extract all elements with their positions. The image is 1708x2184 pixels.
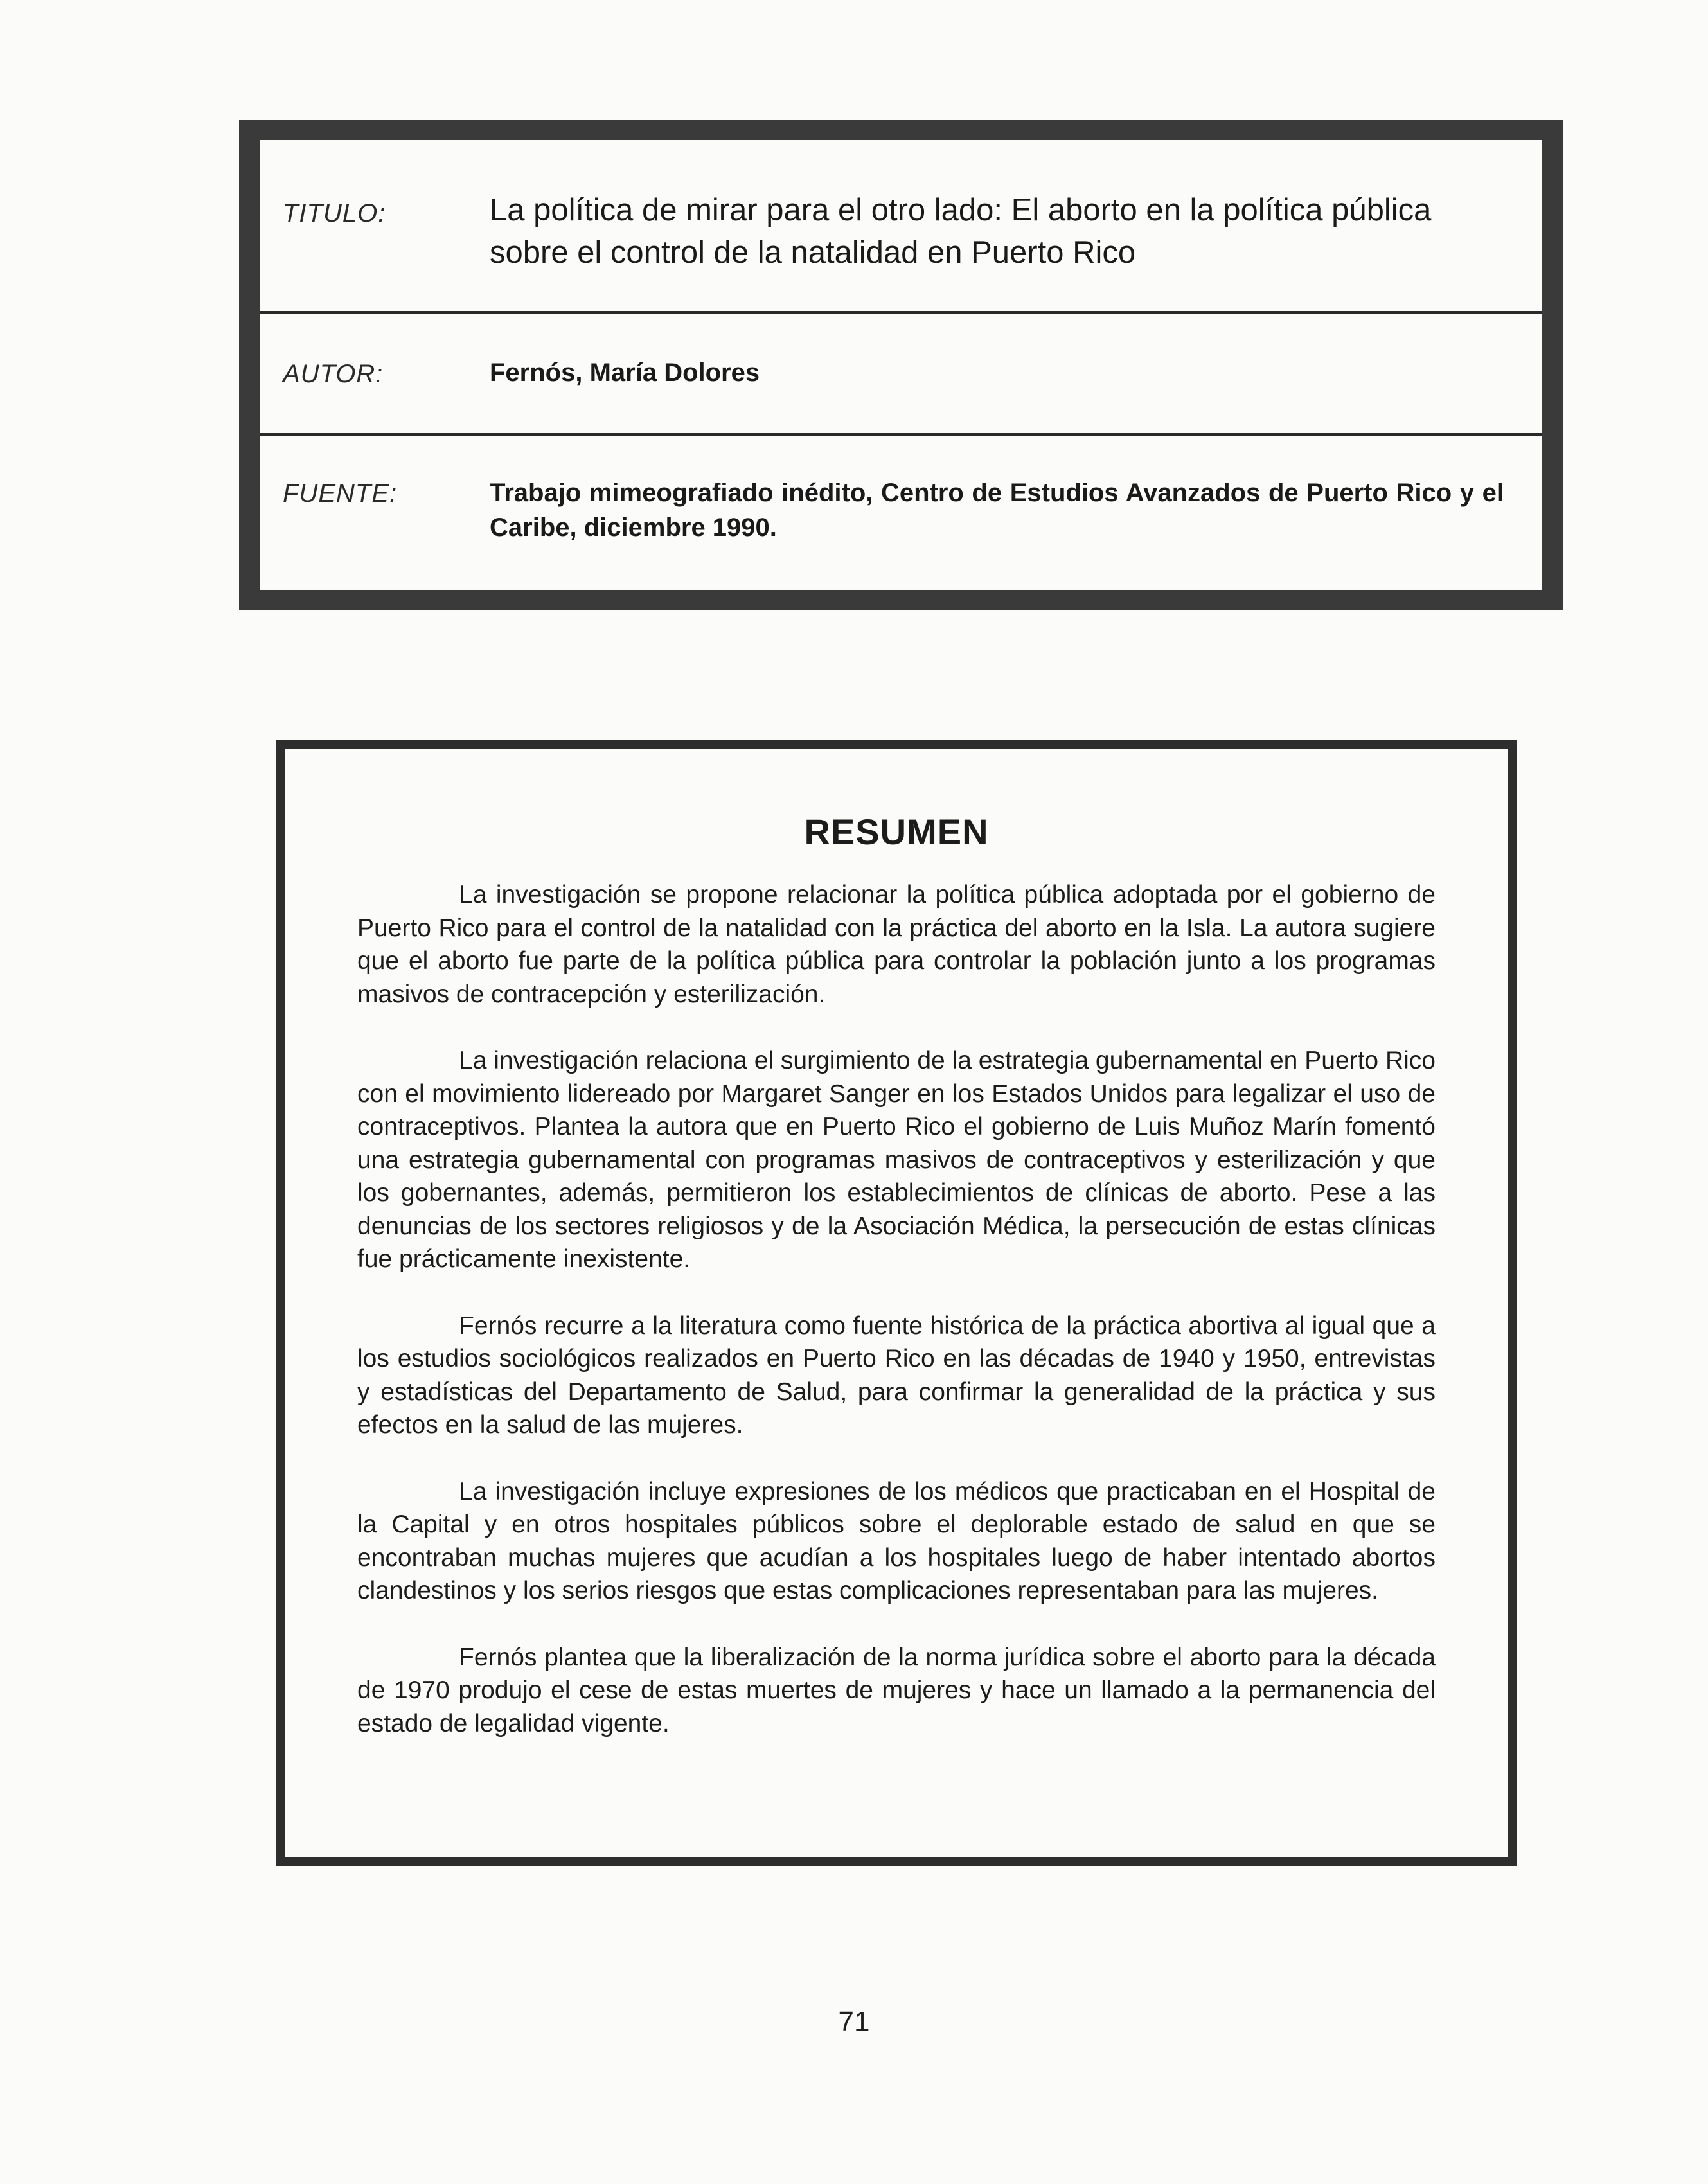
title-label: TITULO:: [283, 199, 386, 227]
abstract-paragraph: Fernós recurre a la literatura como fuente histórica de la práctica abortiva al igual que a los estudios sociológicos realizados en Puerto Rico en las décadas de 1940 y 1950, entrevistas y estadísticas del Departamento de Salud, para confirmar la generalidad de la práctica y sus efectos en la salud de las mujeres.: [357, 1311, 1436, 1439]
author-row: [260, 314, 1542, 436]
page-number: 71: [838, 2006, 870, 2038]
abstract-paragraph: La investigación se propone relacionar la política pública adoptada por el gobierno de Puerto Rico para el control de la natalidad con la práctica del aborto en la Isla. La autora sugiere que el aborto fue parte de la política pública para controlar la población junto a los programas masivos de contracepción y esterilización.: [357, 881, 1436, 1008]
source-value: Trabajo mimeografiado inédito, Centro de Estudios Avanzados de Puerto Rico y el Caribe, diciembre 1990.: [490, 479, 1504, 542]
abstract-paragraph: La investigación relaciona el surgimiento de la estrategia gubernamental en Puerto Rico con el movimiento lidereado por Margaret Sanger en los Estados Unidos para legalizar el uso de contraceptivos. Plantea la autora que en Puerto Rico el gobierno de Luis Muñoz Marín fomentó una estrategia gubernamental con programas masivos de contraceptivos y esterilización y que los gobernantes, además, permitieron los establecimientos de clínicas de aborto. Pese a las denuncias de los sectores religiosos y de la Asociación Médica, la persecución de estas clínicas fue prácticamente inexistente.: [357, 1047, 1436, 1273]
abstract-box: [276, 740, 1517, 1866]
author-value: Fernós, María Dolores: [490, 359, 760, 387]
bibliographic-record: [239, 120, 1563, 610]
source-row: [260, 436, 1542, 590]
title-row: [260, 140, 1542, 314]
record-inner: [260, 140, 1542, 590]
abstract-paragraph: Fernós plantea que la liberalización de la norma jurídica sobre el aborto para la década de 1970 produjo el cese de estas muertes de mujeres y hace un llamado a la permanencia del estado de legalidad vigente.: [357, 1643, 1436, 1737]
title-value: La política de mirar para el otro lado: El aborto en la política pública sobre el control de la natalidad en Puerto Rico: [490, 193, 1432, 270]
abstract-paragraph: La investigación incluye expresiones de los médicos que practicaban en el Hospital de la Capital y en otros hospitales públicos sobre el deplorable estado de salud en que se encontraban muchas mujeres que acudían a los hospitales luego de haber intentado abortos clandestinos y los serios riesgos que estas complicaciones representaban para las mujeres.: [357, 1477, 1436, 1604]
source-label: FUENTE:: [283, 479, 398, 508]
author-label: AUTOR:: [283, 360, 384, 388]
abstract-heading: RESUMEN: [804, 812, 989, 852]
abstract-inner: [285, 749, 1508, 1857]
